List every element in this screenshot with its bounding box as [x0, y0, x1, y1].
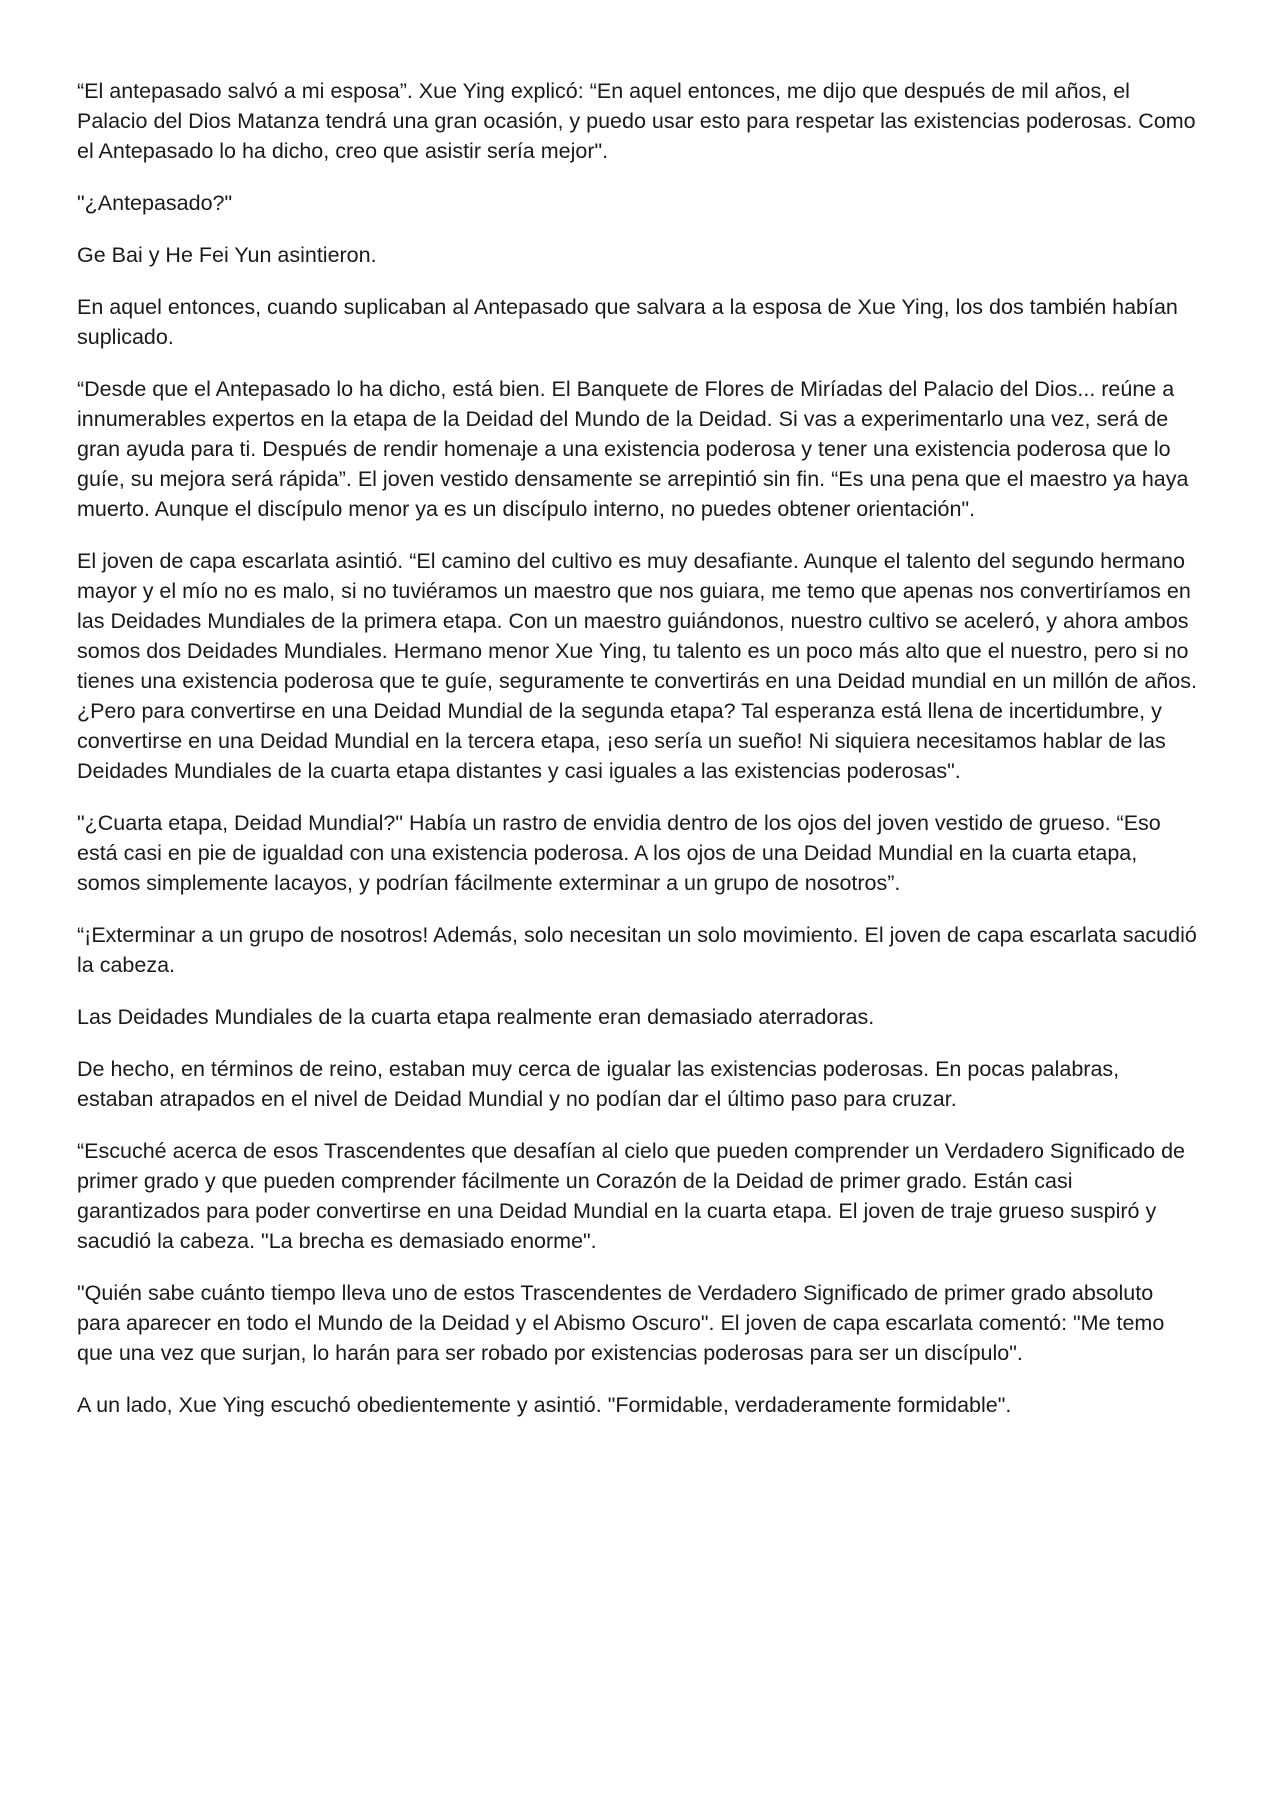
- paragraph: De hecho, en términos de reino, estaban muy cerca de igualar las existencias poderosas. En pocas palabras, estaban atrapados en el nivel de Deidad Mundial y no podían dar el último paso para cruzar.: [77, 1057, 1120, 1111]
- paragraph: “Desde que el Antepasado lo ha dicho, está bien. El Banquete de Flores de Miríadas del Palacio del Dios... reúne a innumerables expertos en la etapa de la Deidad del Mundo de la Deidad. Si vas a experimentarlo una vez, será de gran ayuda para ti. Después de rendir homenaje a una existencia poderosa y tener una existencia poderosa que lo guíe, su mejora será rápida”. El joven vestido densamente se arrepintió sin fin. “Es una pena que el maestro ya haya muerto. Aunque el discípulo menor ya es un discípulo interno, no puedes obtener orientación".: [77, 377, 1189, 521]
- paragraph: "Quién sabe cuánto tiempo lleva uno de estos Trascendentes de Verdadero Significado de primer grado absoluto para aparecer en todo el Mundo de la Deidad y el Abismo Oscuro". El joven de capa escarlata comentó: "Me temo que una vez que surjan, lo harán para ser robado por existencias poderosas para ser un discípulo".: [77, 1281, 1165, 1365]
- paragraph: Las Deidades Mundiales de la cuarta etapa realmente eran demasiado aterradoras.: [77, 1005, 875, 1029]
- paragraph: “Escuché acerca de esos Trascendentes que desafían al cielo que pueden comprender un Verdadero Significado de primer grado y que pueden comprender fácilmente un Corazón de la Deidad de primer grado. Están casi garantizados para poder convertirse en una Deidad Mundial en la cuarta etapa. El joven de traje grueso suspiró y sacudió la cabeza. "La brecha es demasiado enorme".: [77, 1139, 1185, 1253]
- paragraph: “El antepasado salvó a mi esposa”. Xue Ying explicó: “En aquel entonces, me dijo que después de mil años, el Palacio del Dios Matanza tendrá una gran ocasión, y puedo usar esto para respetar las existencias poderosas. Como el Antepasado lo ha dicho, creo que asistir sería mejor".: [77, 79, 1196, 163]
- paragraph: "¿Cuarta etapa, Deidad Mundial?" Había un rastro de envidia dentro de los ojos del joven vestido de grueso. “Eso está casi en pie de igualdad con una existencia poderosa. A los ojos de una Deidad Mundial en la cuarta etapa, somos simplemente lacayos, y podrían fácilmente exterminar a un grupo de nosotros”.: [77, 811, 1161, 895]
- paragraph: El joven de capa escarlata asintió. “El camino del cultivo es muy desafiante. Aunque el talento del segundo hermano mayor y el mío no es malo, si no tuviéramos un maestro que nos guiara, me temo que apenas nos convertiríamos en las Deidades Mundiales de la primera etapa. Con un maestro guiándonos, nuestro cultivo se aceleró, y ahora ambos somos dos Deidades Mundiales. Hermano menor Xue Ying, tu talento es un poco más alto que el nuestro, pero si no tienes una existencia poderosa que te guíe, seguramente te convertirás en una Deidad mundial en un millón de años. ¿Pero para convertirse en una Deidad Mundial de la segunda etapa? Tal esperanza está llena de incertidumbre, y convertirse en una Deidad Mundial en la tercera etapa, ¡eso sería un sueño! Ni siquiera necesitamos hablar de las Deidades Mundiales de la cuarta etapa distantes y casi iguales a las existencias poderosas".: [77, 549, 1197, 783]
- paragraph: A un lado, Xue Ying escuchó obedientemente y asintió. "Formidable, verdaderamente formidable".: [77, 1393, 1012, 1417]
- paragraph: En aquel entonces, cuando suplicaban al Antepasado que salvara a la esposa de Xue Ying, los dos también habían suplicado.: [77, 295, 1178, 349]
- paragraph: "¿Antepasado?": [77, 191, 233, 215]
- paragraph: “¡Exterminar a un grupo de nosotros! Además, solo necesitan un solo movimiento. El joven de capa escarlata sacudió la cabeza.: [77, 923, 1197, 977]
- paragraph: Ge Bai y He Fei Yun asintieron.: [77, 243, 377, 267]
